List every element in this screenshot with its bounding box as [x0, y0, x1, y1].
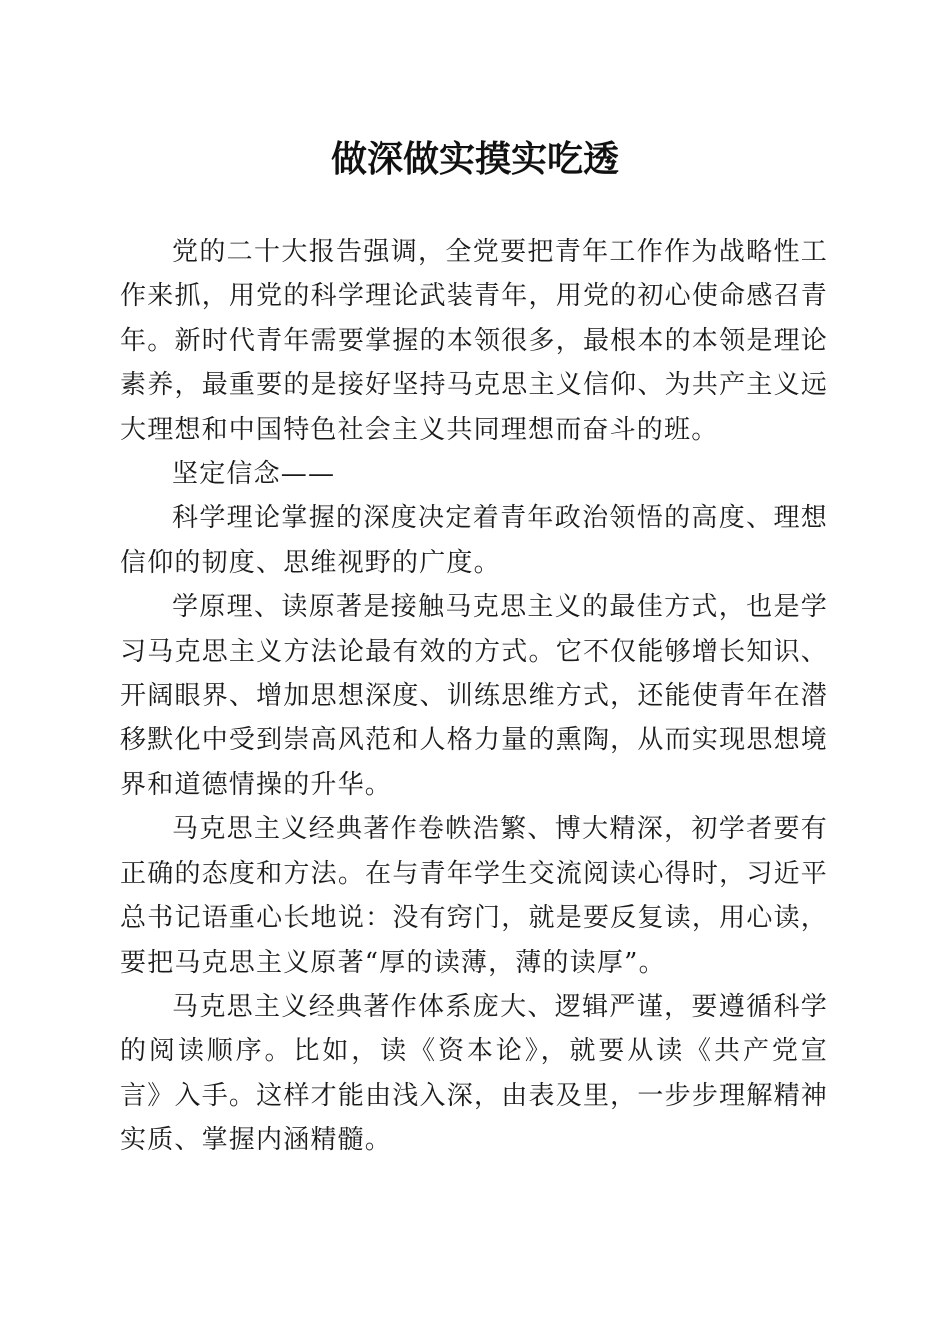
document-title: 做深做实摸实吃透 [330, 138, 619, 180]
paragraph-heading-firm-belief: 坚定信念—— [172, 459, 336, 490]
document-body [120, 230, 828, 1163]
paragraph-theory-depth: 科学理论掌握的深度决定着青年政治领悟的高度、理想信仰的韧度、思维视野的广度。 [120, 503, 828, 578]
paragraph-reading-order: 马克思主义经典著作体系庞大、逻辑严谨，要遵循科学的阅读顺序。比如，读《资本论》，就要从读《共产党宣言》入手。这样才能由浅入深，由表及里，一步步理解精神实质、掌握内涵精髓。 [120, 991, 828, 1156]
paragraph-intro: 党的二十大报告强调，全党要把青年工作作为战略性工作来抓，用党的科学理论武装青年，用党的初心使命感召青年。新时代青年需要掌握的本领很多，最根本的本领是理论素养，最重要的是接好坚持马克思主义信仰、为共产主义远大理想和中国特色社会主义共同理想而奋斗的班。 [120, 237, 828, 445]
paragraph-classics-method: 马克思主义经典著作卷帙浩繁、博大精深，初学者要有正确的态度和方法。在与青年学生交流阅读心得时，习近平总书记语重心长地说：没有窍门，就是要反复读，用心读，要把马克思主义原著“厚的读薄，薄的读厚”。 [120, 814, 828, 978]
paragraph-read-originals: 学原理、读原著是接触马克思主义的最佳方式，也是学习马克思主义方法论最有效的方式。它不仅能够增长知识、开阔眼界、增加思想深度、训练思维方式，还能使青年在潜移默化中受到崇高风范和人格力量的熏陶，从而实现思想境界和道德情操的升华。 [120, 592, 828, 800]
